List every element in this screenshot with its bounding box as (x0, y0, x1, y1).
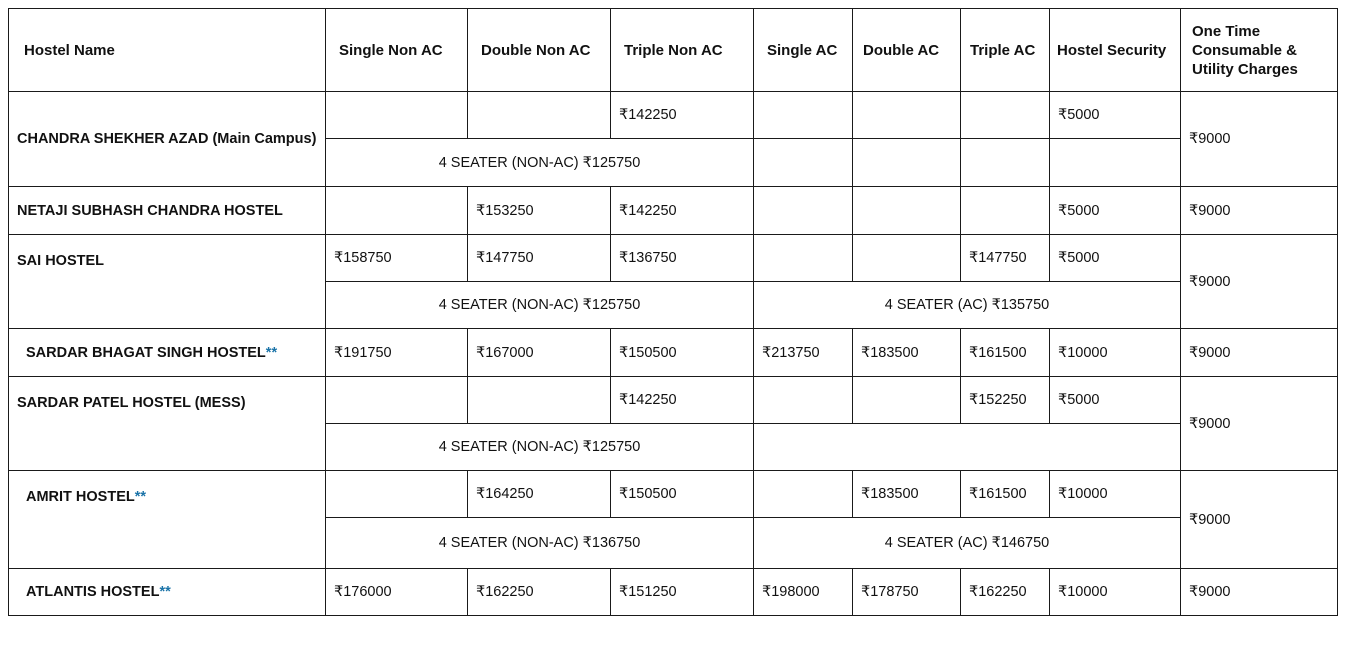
hostel-name-patel: SARDAR PATEL HOSTEL (MESS) (9, 377, 326, 471)
cell-triple-ac (961, 92, 1050, 139)
cell-double-ac: ₹183500 (853, 329, 961, 377)
four-seater-non-ac: 4 SEATER (NON-AC) ₹125750 (326, 282, 754, 329)
cell-one-time: ₹9000 (1181, 377, 1338, 471)
cell-empty-ac (754, 424, 1181, 471)
hostel-name-sai: SAI HOSTEL (9, 235, 326, 329)
hostel-name-chandra: CHANDRA SHEKHER AZAD (Main Campus) (9, 92, 326, 187)
header-row (9, 9, 1338, 92)
cell-security (1050, 139, 1181, 187)
hostel-name-text: AMRIT HOSTEL (26, 489, 135, 505)
cell-single-non-ac (326, 377, 468, 424)
cell-single-ac (754, 139, 853, 187)
cell-double-non-ac (468, 377, 611, 424)
cell-security: ₹5000 (1050, 377, 1181, 424)
cell-double-ac (853, 92, 961, 139)
header-single-non-ac: Single Non AC (326, 9, 468, 92)
cell-triple-non-ac: ₹150500 (611, 329, 754, 377)
cell-triple-non-ac: ₹150500 (611, 471, 754, 518)
cell-triple-non-ac: ₹142250 (611, 377, 754, 424)
header-single-ac: Single AC (754, 9, 853, 92)
cell-triple-ac: ₹152250 (961, 377, 1050, 424)
four-seater-non-ac: 4 SEATER (NON-AC) ₹136750 (326, 518, 754, 569)
table-row (9, 329, 1338, 377)
cell-triple-ac: ₹147750 (961, 235, 1050, 282)
cell-double-non-ac: ₹167000 (468, 329, 611, 377)
table-row (9, 377, 1338, 424)
hostel-name-bhagat (9, 329, 326, 377)
cell-single-ac (754, 187, 853, 235)
table-row (9, 92, 1338, 139)
hostel-name-atlantis (9, 569, 326, 616)
table-row (9, 235, 1338, 282)
cell-security: ₹5000 (1050, 235, 1181, 282)
cell-one-time: ₹9000 (1181, 187, 1338, 235)
hostel-name-text: SARDAR BHAGAT SINGH HOSTEL (26, 344, 266, 361)
cell-double-ac: ₹178750 (853, 569, 961, 616)
hostel-name-text: ATLANTIS HOSTEL (26, 584, 160, 600)
header-triple-ac: Triple AC (961, 9, 1050, 92)
cell-single-non-ac: ₹158750 (326, 235, 468, 282)
cell-double-non-ac: ₹164250 (468, 471, 611, 518)
cell-one-time: ₹9000 (1181, 235, 1338, 329)
footnote-marker: ** (134, 489, 147, 505)
cell-single-non-ac: ₹176000 (326, 569, 468, 616)
header-double-ac: Double AC (853, 9, 961, 92)
header-one-time-charges: One Time Consumable & Utility Charges (1181, 9, 1338, 92)
cell-security: ₹10000 (1050, 329, 1181, 377)
cell-single-ac (754, 92, 853, 139)
table-row (9, 187, 1338, 235)
cell-single-ac: ₹198000 (754, 569, 853, 616)
cell-double-ac (853, 187, 961, 235)
cell-single-ac (754, 471, 853, 518)
cell-single-ac: ₹213750 (754, 329, 853, 377)
cell-double-non-ac (468, 92, 611, 139)
cell-triple-ac: ₹161500 (961, 471, 1050, 518)
cell-security: ₹10000 (1050, 569, 1181, 616)
cell-triple-non-ac: ₹151250 (611, 569, 754, 616)
hostel-fee-table (8, 8, 1338, 616)
cell-triple-ac: ₹161500 (961, 329, 1050, 377)
cell-single-non-ac (326, 471, 468, 518)
cell-one-time: ₹9000 (1181, 329, 1338, 377)
four-seater-ac: 4 SEATER (AC) ₹135750 (754, 282, 1181, 329)
four-seater-non-ac: 4 SEATER (NON-AC) ₹125750 (326, 424, 754, 471)
cell-double-non-ac: ₹153250 (468, 187, 611, 235)
cell-single-non-ac (326, 92, 468, 139)
header-hostel-security: Hostel Security (1050, 9, 1181, 92)
cell-double-ac (853, 139, 961, 187)
cell-double-ac (853, 377, 961, 424)
cell-triple-ac (961, 139, 1050, 187)
hostel-name-amrit (9, 471, 326, 569)
four-seater-non-ac: 4 SEATER (NON-AC) ₹125750 (326, 139, 754, 187)
cell-security: ₹5000 (1050, 187, 1181, 235)
cell-one-time: ₹9000 (1181, 471, 1338, 569)
cell-double-non-ac: ₹147750 (468, 235, 611, 282)
cell-security: ₹5000 (1050, 92, 1181, 139)
hostel-name-netaji: NETAJI SUBHASH CHANDRA HOSTEL (9, 187, 326, 235)
cell-triple-non-ac: ₹136750 (611, 235, 754, 282)
cell-triple-non-ac: ₹142250 (611, 187, 754, 235)
cell-triple-ac: ₹162250 (961, 569, 1050, 616)
four-seater-ac: 4 SEATER (AC) ₹146750 (754, 518, 1181, 569)
cell-triple-ac (961, 187, 1050, 235)
cell-one-time: ₹9000 (1181, 569, 1338, 616)
cell-double-ac: ₹183500 (853, 471, 961, 518)
cell-double-ac (853, 235, 961, 282)
cell-single-ac (754, 235, 853, 282)
footnote-marker: ** (159, 584, 171, 600)
footnote-marker: ** (265, 344, 278, 361)
cell-security: ₹10000 (1050, 471, 1181, 518)
cell-double-non-ac: ₹162250 (468, 569, 611, 616)
cell-triple-non-ac: ₹142250 (611, 92, 754, 139)
table-row (9, 569, 1338, 616)
cell-single-ac (754, 377, 853, 424)
header-triple-non-ac: Triple Non AC (611, 9, 754, 92)
header-double-non-ac: Double Non AC (468, 9, 611, 92)
cell-single-non-ac (326, 187, 468, 235)
cell-single-non-ac: ₹191750 (326, 329, 468, 377)
cell-one-time: ₹9000 (1181, 92, 1338, 187)
header-hostel-name: Hostel Name (9, 9, 326, 92)
table-row (9, 471, 1338, 518)
